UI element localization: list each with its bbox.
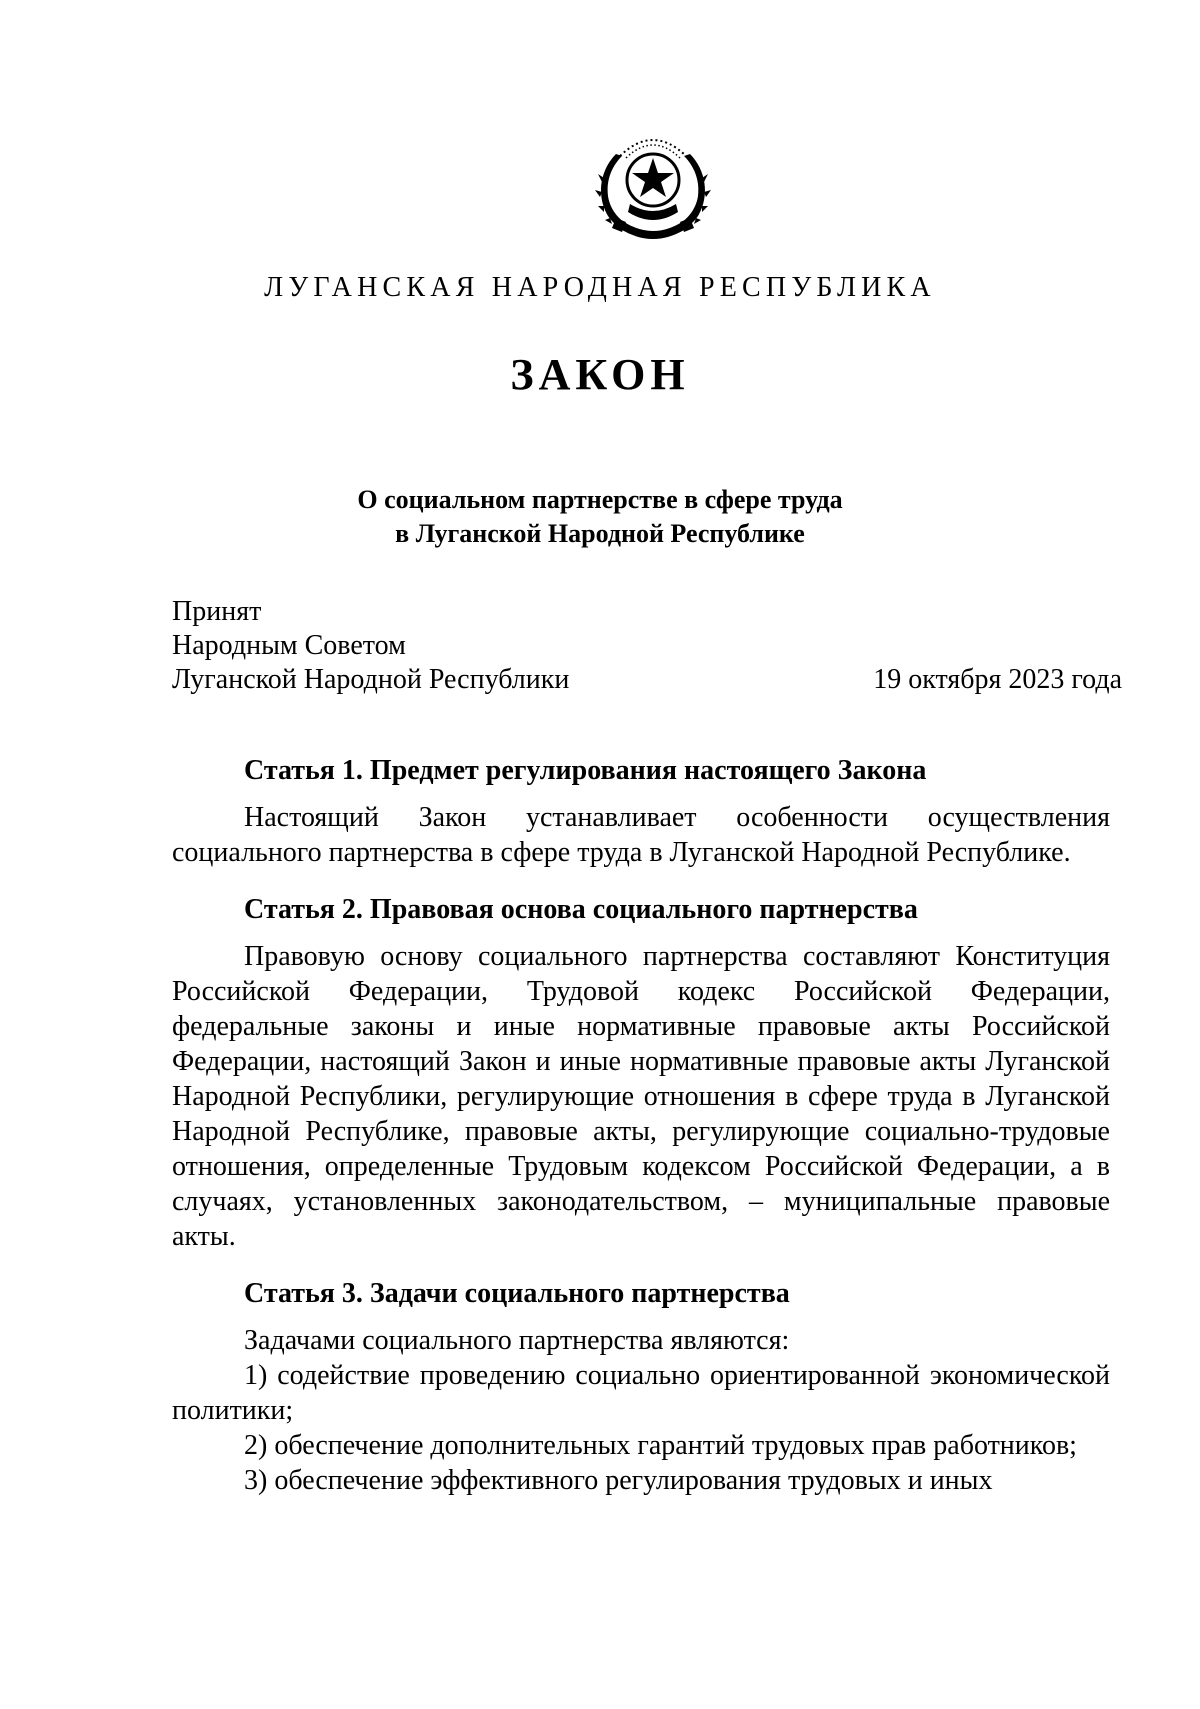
list-item: 3) обеспечение эффективного регулирования трудовых и иных — [244, 1465, 993, 1496]
article — [172, 892, 1110, 1254]
document-body — [172, 753, 1110, 1498]
article-intro: Задачами социального партнерства являются: — [244, 1325, 790, 1356]
adoption-line: Луганской Народной Республики — [172, 664, 570, 695]
adoption-date: 19 октября 2023 года — [873, 664, 1122, 695]
coat-of-arms-icon — [586, 118, 720, 248]
list-item: 2) обеспечение дополнительных гарантий трудовых прав работников; — [244, 1430, 1077, 1461]
document-type: ЗАКОН — [510, 350, 690, 399]
document-title-line: в Луганской Народной Республике — [395, 519, 805, 548]
article-paragraph: Настоящий Закон устанавливает особенности осуществления социального партнерства в сфере труда в Луганской Народной Республике. — [172, 802, 1110, 868]
republic-name: ЛУГАНСКАЯ НАРОДНАЯ РЕСПУБЛИКА — [264, 272, 936, 303]
article-heading: Статья 1. Предмет регулирования настоящего Закона — [244, 755, 927, 786]
document-title — [0, 483, 1200, 551]
coat-of-arms-emblem — [586, 118, 720, 248]
document-title-line: О социальном партнерстве в сфере труда — [357, 485, 843, 514]
list-item: 1) содействие проведению социально ориентированной экономической политики; — [172, 1360, 1110, 1426]
adoption-line: Народным Советом — [172, 630, 406, 661]
article-paragraph: Правовую основу социального партнерства составляют Конституция Российской Федерации, Трудовой кодекс Российской Федерации, федеральные законы и иные нормативные правовые акты Российской Федерации, настоящий Закон и иные нормативные правовые акты Луганской Народной Республики, регулирующие отношения в сфере труда в Луганской Народной Республике, правовые акты, регулирующие социально-трудовые отношения, определенные Трудовым кодексом Российской Федерации, а в случаях, установленных законодательством, – муниципальные правовые акты. — [172, 941, 1110, 1252]
article-heading: Статья 3. Задачи социального партнерства — [244, 1278, 790, 1309]
article — [172, 1276, 1110, 1498]
article — [172, 753, 1110, 870]
adoption-block — [172, 595, 569, 697]
adoption-line: Принят — [172, 596, 262, 627]
article-heading: Статья 2. Правовая основа социального партнерства — [244, 894, 918, 925]
